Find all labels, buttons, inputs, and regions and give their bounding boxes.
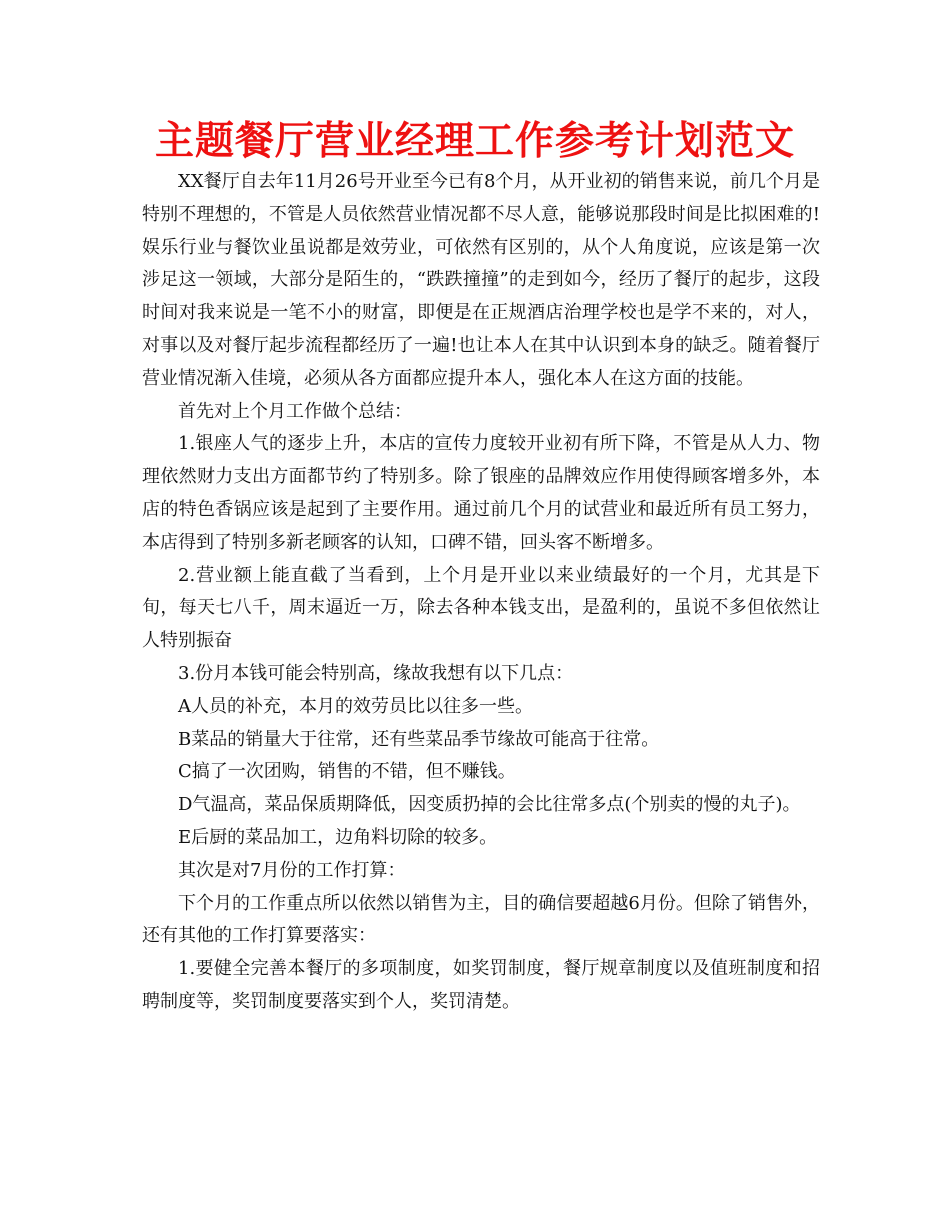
paragraph-intro: XX餐厅自去年11月26号开业至今已有8个月，从开业初的销售来说，前几个月是特别不理想的，不管是人员依然营业情况都不尽人意，能够说那段时间是比拟困难的!娱乐行业与餐饮业虽说都是效劳业，可依然有区别的，从个人角度说，应该是第一次涉足这一领域，大部分是陌生的，“跌跌撞撞”的走到如今，经历了餐厅的起步，这段时间对我来说是一笔不小的财富，即便是在正规酒店治理学校也是学不来的，对人，对事以及对餐厅起步流程都经历了一遍!也让本人在其中认识到本身的缺乏。随着餐厅营业情况渐入佳境，必须从各方面都应提升本人，强化本人在这方面的技能。 (142, 171, 820, 389)
document-title: 主题餐厅营业经理工作参考计划范文 (154, 119, 795, 164)
paragraph-summary-heading: 首先对上个月工作做个总结： (178, 400, 412, 422)
paragraph-plan-intro: 下个月的工作重点所以依然以销售为主，目的确信要超越6月份。但除了销售外，还有其他的工作打算要落实： (142, 892, 820, 947)
paragraph-plan-heading: 其次是对7月份的工作打算： (178, 859, 406, 881)
paragraph-item-b: B菜品的销量大于往常，还有些菜品季节缘故可能高于往常。 (178, 728, 660, 750)
paragraph-item-d: D气温高，菜品保质期降低，因变质扔掉的会比往常多点(个别卖的慢的丸子)。 (178, 794, 801, 816)
paragraph-item-c: C搞了一次团购，销售的不错，但不赚钱。 (178, 761, 516, 783)
paragraph-point-1: 1.银座人气的逐步上升，本店的宣传力度较开业初有所下降，不管是从人力、物理依然财力支出方面都节约了特别多。除了银座的品牌效应作用使得顾客增多外，本店的特色香锅应该是起到了主要作用。通过前几个月的试营业和最近所有员工努力，本店得到了特别多新老顾客的认知，口碑不错，回头客不断增多。 (142, 433, 820, 553)
paragraph-item-e: E后厨的菜品加工，边角料切除的较多。 (178, 826, 498, 848)
paragraph-item-a: A人员的补充，本月的效劳员比以往多一些。 (178, 695, 533, 717)
paragraph-plan-1: 1.要健全完善本餐厅的多项制度，如奖罚制度，餐厅规章制度以及值班制度和招聘制度等，奖罚制度要落实到个人，奖罚清楚。 (142, 958, 820, 1012)
paragraph-point-2: 2.营业额上能直截了当看到，上个月是开业以来业绩最好的一个月，尤其是下旬，每天七八千，周末逼近一万，除去各种本钱支出，是盈利的，虽说不多但依然让人特别振奋 (142, 564, 820, 652)
document-body (142, 166, 820, 1019)
paragraph-point-3: 3.份月本钱可能会特别高，缘故我想有以下几点： (178, 662, 574, 684)
